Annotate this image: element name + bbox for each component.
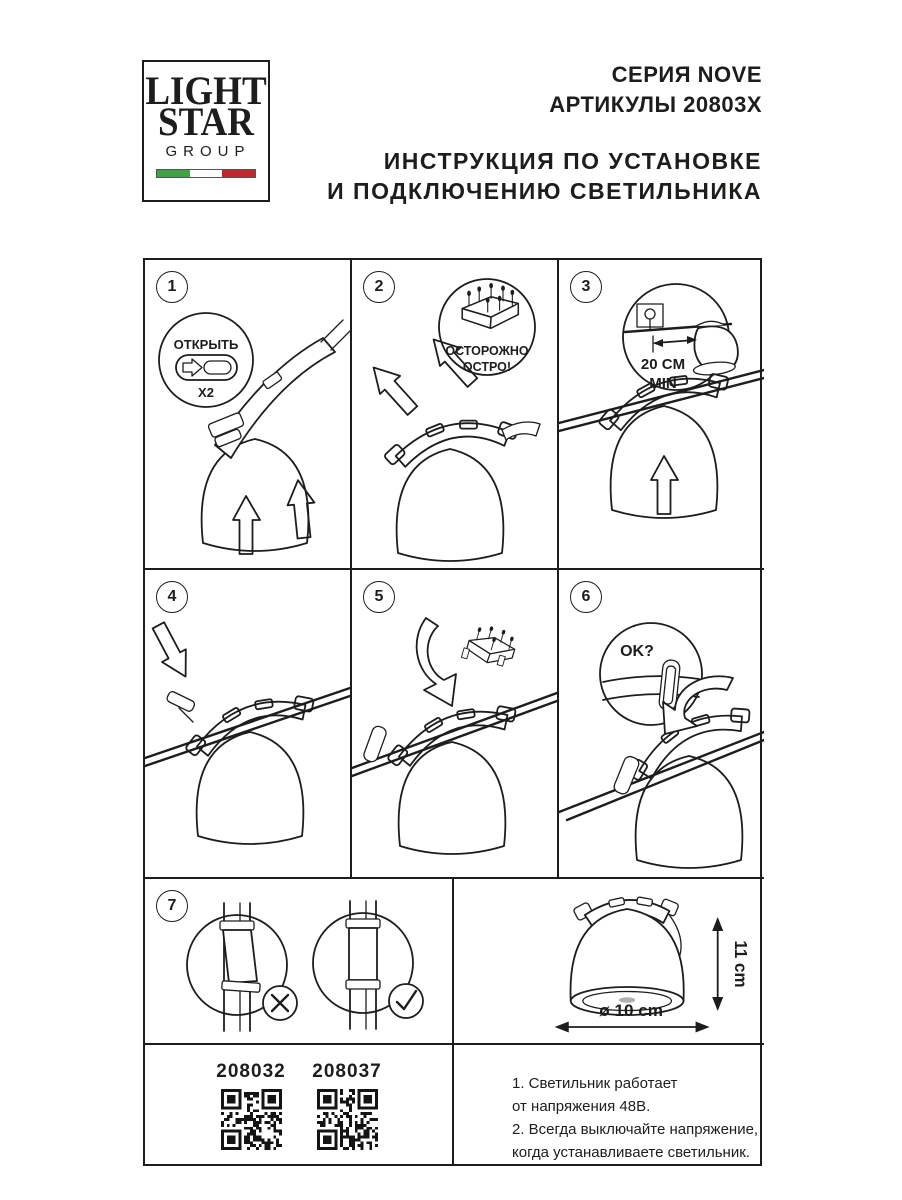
header-titles [327, 60, 762, 206]
steps-grid [143, 258, 762, 1166]
step-7-number: 7 [156, 890, 188, 922]
step-2-panel [352, 260, 559, 570]
step-5-illustration [352, 570, 557, 877]
step-2-number: 2 [363, 271, 395, 303]
note-line-3: 2. Всегда выключайте напряжение, [512, 1121, 759, 1138]
safety-notes [512, 1072, 758, 1164]
step-4-panel [145, 570, 352, 879]
qr-code-208032 [221, 1089, 282, 1150]
italian-flag-stripe [156, 169, 256, 178]
step-1-illustration [145, 260, 350, 568]
articles-title: АРТИКУЛЫ 20803X [549, 92, 762, 117]
lamp-dimensions-illustration [454, 879, 764, 1043]
ok-label: OK? [620, 643, 654, 660]
step-6-illustration [559, 570, 764, 877]
diameter-dimension-label: ø 10 cm [599, 1001, 663, 1020]
warning-line1: ОСТОРОЖНО [445, 344, 529, 358]
instruction-title-line2: И ПОДКЛЮЧЕНИЮ СВЕТИЛЬНИКА [327, 178, 762, 204]
step-7-panel [145, 879, 454, 1045]
instruction-title [327, 146, 762, 206]
distance-line1: 20 CM [640, 356, 686, 373]
step-4-illustration [145, 570, 350, 877]
x2-label: X2 [198, 385, 214, 400]
step-3-illustration [559, 260, 764, 568]
height-dimension-label: 11 cm [730, 940, 750, 988]
step-2-illustration [352, 260, 557, 568]
step-6-number: 6 [570, 581, 602, 613]
note-line-4: когда устанавливаете светильник. [512, 1144, 750, 1161]
step-6-panel [559, 570, 764, 879]
note-line-2: от напряжения 48В. [512, 1098, 651, 1115]
lightstar-logo [142, 60, 270, 202]
qr-code-208037 [317, 1089, 378, 1150]
logo-word-star: STAR [158, 100, 254, 145]
step-4-number: 4 [156, 581, 188, 613]
distance-line2: MIN [649, 375, 677, 392]
step-5-panel [352, 570, 559, 879]
warning-line2: ОСТРО! [462, 360, 512, 374]
open-label: ОТКРЫТЬ [173, 337, 239, 352]
logo-word-group: GROUP [165, 143, 251, 160]
step-7-illustration [145, 879, 452, 1043]
step-1-number: 1 [156, 271, 188, 303]
product-codes-panel [145, 1045, 454, 1164]
step-3-number: 3 [570, 271, 602, 303]
step-1-panel [145, 260, 352, 570]
logo-word-light: LIGHT [145, 69, 267, 114]
step-3-panel [559, 260, 764, 570]
series-title: СЕРИЯ NOVE [611, 62, 762, 87]
instruction-title-line1: ИНСТРУКЦИЯ ПО УСТАНОВКЕ [383, 148, 762, 174]
product-code-2: 208037 [312, 1061, 382, 1082]
notes-panel [454, 1045, 764, 1164]
step-5-number: 5 [363, 581, 395, 613]
note-line-1: 1. Светильник работает [512, 1075, 678, 1092]
product-code-1: 208032 [216, 1061, 286, 1082]
dimensions-panel [454, 879, 764, 1045]
